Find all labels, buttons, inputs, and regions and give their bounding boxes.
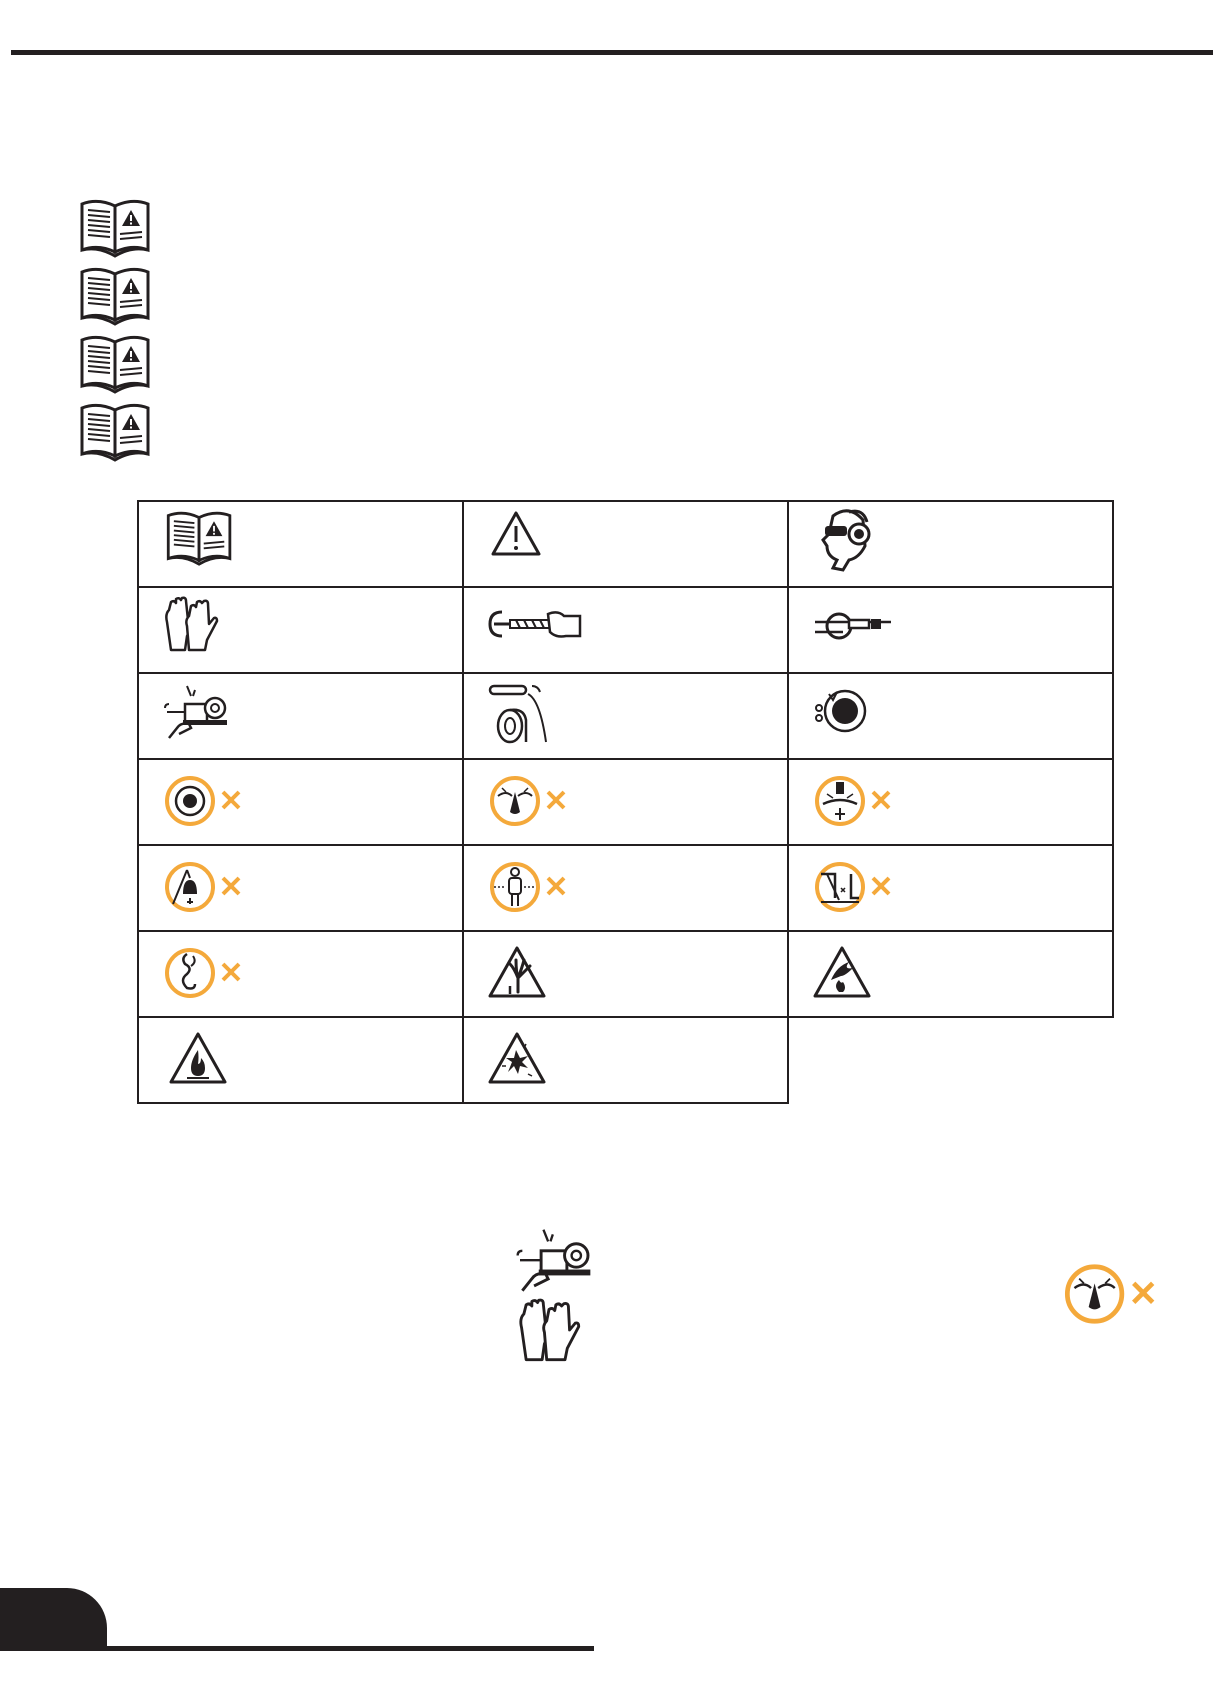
no-eye-hazard-icon: [1062, 1262, 1158, 1326]
no-person-under-load-icon: [488, 860, 578, 930]
table-cell: [138, 759, 463, 845]
table-cell: [463, 931, 788, 1017]
table-cell: [463, 759, 788, 845]
flammable-warning-icon: [169, 1032, 259, 1102]
table-cell: [463, 501, 788, 587]
table-cell: [138, 673, 463, 759]
hand-entanglement-warning-icon: [488, 946, 578, 1016]
table-cell: [138, 501, 463, 587]
hook-rope-icon: [486, 608, 576, 678]
no-drum-rotation-icon: [163, 774, 253, 844]
hand-winch-operation-icon: [163, 682, 253, 752]
table-cell: [138, 931, 463, 1017]
no-load-under-icon: [163, 860, 253, 930]
table-row: [138, 501, 1113, 587]
table-cell: [463, 1017, 788, 1103]
explosion-warning-icon: [488, 1032, 578, 1102]
no-crush-hazard-icon: [813, 774, 903, 844]
table-cell: [788, 845, 1113, 931]
table-cell: [788, 587, 1113, 673]
no-hook-tip-load-icon: [163, 946, 253, 1016]
read-manual-icon: [165, 510, 255, 580]
eye-ear-protection-icon: [819, 506, 909, 576]
warning-triangle-icon: [490, 510, 580, 580]
table-row: [138, 845, 1113, 931]
table-row: [138, 759, 1113, 845]
table-cell: [788, 501, 1113, 587]
protective-gloves-icon: [516, 1298, 582, 1362]
table-cell: [788, 931, 1113, 1017]
read-manual-icon: [80, 198, 152, 258]
drum-rotation-icon: [813, 686, 903, 756]
table-cell: [463, 673, 788, 759]
read-manual-icon: [80, 402, 152, 462]
table-cell: [138, 587, 463, 673]
empty-cell: [788, 1017, 1113, 1103]
bottom-rule: [0, 1646, 594, 1651]
table-cell: [788, 759, 1113, 845]
top-rule: [11, 50, 1213, 55]
table-row: [138, 673, 1113, 759]
protective-gloves-icon: [163, 596, 253, 666]
hook-winch-line-icon: [813, 608, 903, 678]
hot-surface-warning-icon: [813, 946, 903, 1016]
cable-spool-icon: [488, 680, 578, 750]
safety-symbol-table: [137, 500, 1114, 1104]
read-manual-icon: [80, 334, 152, 394]
no-eye-hazard-icon: [488, 774, 578, 844]
table-cell: [463, 845, 788, 931]
page-number-tab: [0, 1588, 107, 1651]
table-cell: [788, 673, 1113, 759]
hand-winch-operation-icon: [510, 1225, 598, 1293]
read-manual-icon: [80, 266, 152, 326]
table-cell: [463, 587, 788, 673]
table-row: [138, 1017, 1113, 1103]
table-cell: [138, 845, 463, 931]
table-cell: [138, 1017, 463, 1103]
no-vehicle-pull-icon: [813, 860, 903, 930]
table-row: [138, 931, 1113, 1017]
table-row: [138, 587, 1113, 673]
